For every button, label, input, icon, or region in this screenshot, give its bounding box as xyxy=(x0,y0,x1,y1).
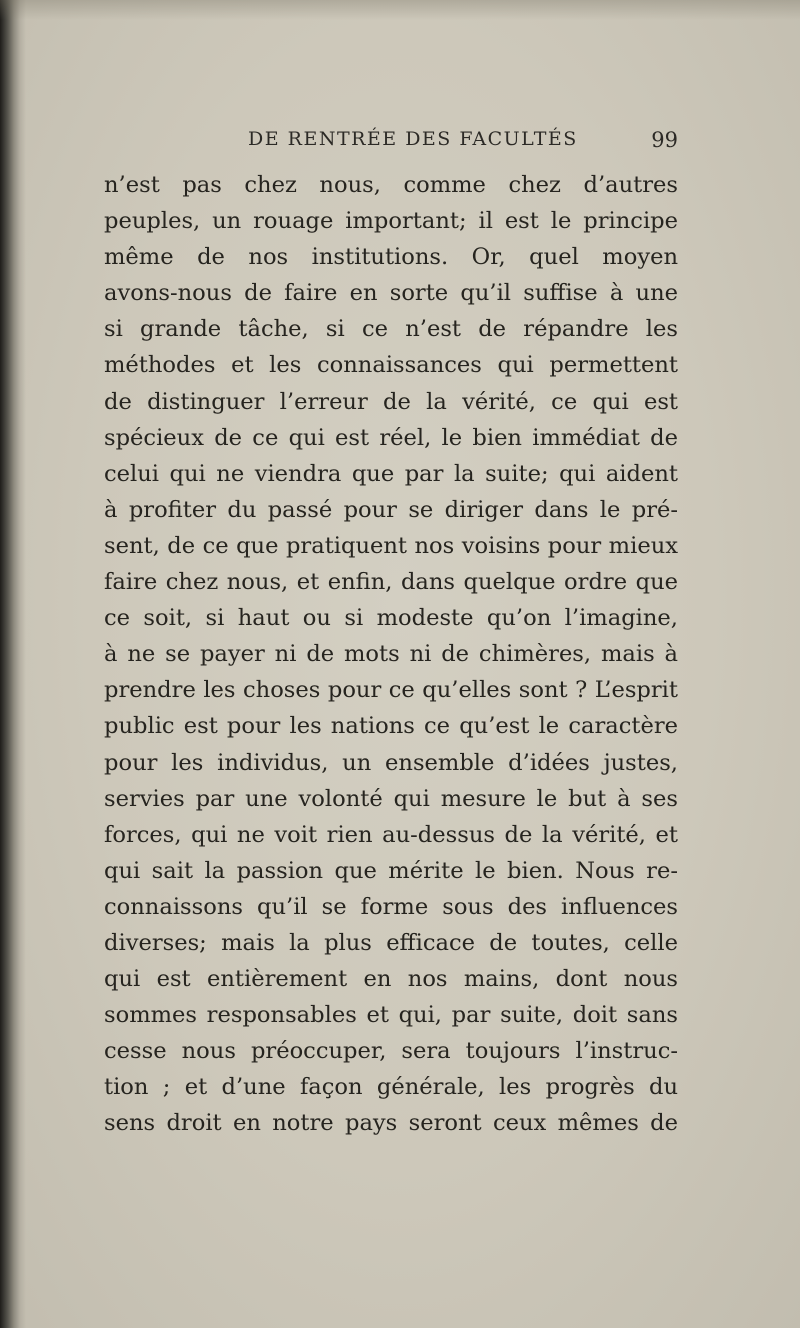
text-line: de distinguer l’erreur de la vérité, ce qui est xyxy=(104,388,678,415)
text-line: qui sait la passion que mérite le bien. Nous re- xyxy=(104,857,678,884)
text-line: sommes responsables et qui, par suite, doit sans xyxy=(104,1002,678,1029)
text-line: ce soit, si haut ou si modeste qu’on l’imagine, xyxy=(104,605,678,632)
running-head: DE RENTRÉE DES FACULTÉS xyxy=(248,128,578,150)
text-line: n’est pas chez nous, comme chez d’autres xyxy=(104,172,678,198)
text-line: tion ; et d’une façon générale, les progrès du xyxy=(104,1074,678,1101)
text-line: servies par une volonté qui mesure le but à ses xyxy=(104,785,678,812)
text-line: pour les individus, un ensemble d’idées justes, xyxy=(104,749,678,776)
text-line: à profiter du passé pour se diriger dans le pré- xyxy=(104,496,678,523)
text-line: avons-nous de faire en sorte qu’il suffise à une xyxy=(104,280,678,307)
page-top-shadow xyxy=(0,0,800,20)
text-line: peuples, un rouage important; il est le principe xyxy=(104,208,678,235)
text-line: sens droit en notre pays seront ceux mêmes de xyxy=(104,1110,678,1137)
text-line: même de nos institutions. Or, quel moyen xyxy=(104,244,678,271)
text-line: sent, de ce que pratiquent nos voisins pour mieux xyxy=(104,532,678,559)
page-number: 99 xyxy=(651,128,678,152)
text-line: si grande tâche, si ce n’est de répandre les xyxy=(104,316,678,343)
text-line: cesse nous préoccuper, sera toujours l’instruc- xyxy=(104,1038,678,1065)
page-binding-edge xyxy=(0,0,26,1328)
body-text xyxy=(104,167,678,1142)
text-line: à ne se payer ni de mots ni de chimères, mais à xyxy=(104,641,678,668)
text-line: connaissons qu’il se forme sous des influences xyxy=(104,893,678,920)
text-line: prendre les choses pour ce qu’elles sont ? L’esprit xyxy=(104,677,678,704)
text-line: diverses; mais la plus efficace de toutes, celle xyxy=(104,929,678,956)
text-line: public est pour les nations ce qu’est le caractère xyxy=(104,713,678,740)
page-header xyxy=(104,128,678,158)
text-line: qui est entièrement en nos mains, dont nous xyxy=(104,966,678,993)
text-line: spécieux de ce qui est réel, le bien immédiat de xyxy=(104,424,678,451)
text-line: faire chez nous, et enfin, dans quelque ordre que xyxy=(104,569,678,596)
text-line: celui qui ne viendra que par la suite; qui aident xyxy=(104,460,678,487)
text-line: forces, qui ne voit rien au-dessus de la vérité, et xyxy=(104,821,678,848)
text-line: méthodes et les connaissances qui permettent xyxy=(104,352,678,379)
